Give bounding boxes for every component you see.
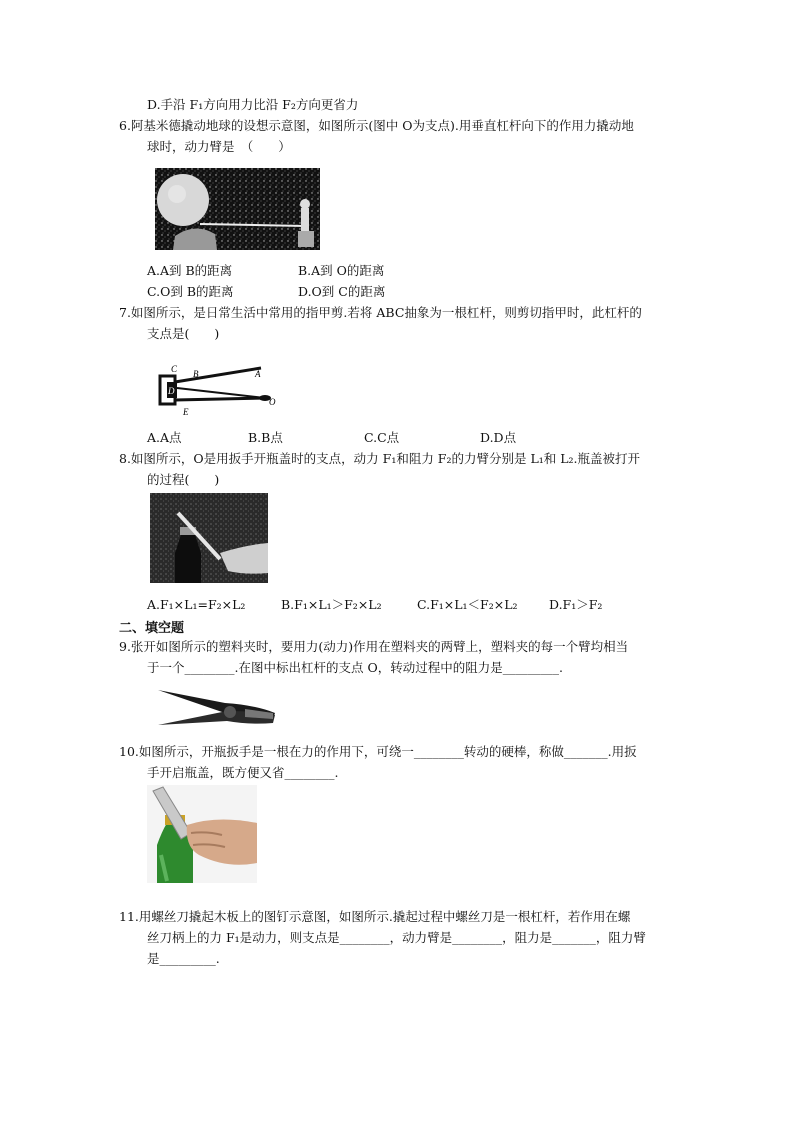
q8-stem-line1: 8.如图所示，O是用扳手开瓶盖时的支点，动力 F₁和阻力 F₂的力臂分别是 L₁和 L₂.瓶盖被打开 [119, 451, 641, 466]
q8-option-a: A.F₁×L₁=F₂×L₂ [147, 597, 246, 612]
q9-stem-line1: 9.张开如图所示的塑料夹时，要用力(动力)作用在塑料夹的两臂上，塑料夹的每一个臂均相当 [119, 639, 629, 654]
q7-option-a: A.A点 [147, 430, 182, 445]
q6-option-d: D.O到 C的距离 [298, 284, 386, 299]
q7-option-c: C.C点 [364, 430, 400, 445]
q5-option-d: D.手沿 F₁方向用力比沿 F₂方向更省力 [147, 97, 359, 112]
q7-label-e: E [183, 407, 189, 417]
q11-stem-line2: 丝刀柄上的力 F₁是动力，则支点是________，动力臂是________，阻力是_______，阻力臂 [147, 930, 646, 945]
q6-stem-line2: 球时，动力臂是 （ ） [147, 139, 291, 154]
q10-figure-opener-hand [147, 785, 257, 883]
q6-option-a: A.A到 B的距离 [147, 263, 233, 278]
q8-figure-bottle-opener [150, 493, 268, 583]
q6-option-b: B.A到 O的距离 [298, 263, 385, 278]
q10-stem-line2: 手开启瓶盖，既方便又省________. [147, 765, 339, 780]
q7-label-a: A [255, 369, 261, 379]
q7-label-o: O [269, 397, 276, 407]
q11-stem-line3: 是_________. [147, 951, 220, 966]
q7-figure-nail-clipper [155, 360, 285, 418]
q6-figure-archimedes [155, 168, 320, 250]
q7-stem-line2: 支点是( ) [147, 326, 220, 341]
q9-stem-line2: 于一个________.在图中标出杠杆的支点 O，转动过程中的阻力是_________. [147, 660, 563, 675]
q7-stem-line1: 7.如图所示，是日常生活中常用的指甲剪.若将 ABC抽象为一根杠杆，则剪切指甲时，此杠杆的 [119, 305, 642, 320]
q7-option-d: D.D点 [480, 430, 517, 445]
q7-label-c: C [171, 364, 178, 374]
q7-label-b: B [193, 369, 199, 379]
q8-stem-line2: 的过程( ) [147, 472, 220, 487]
q8-option-d: D.F₁＞F₂ [549, 597, 603, 612]
q7-option-b: B.B点 [248, 430, 283, 445]
q8-option-c: C.F₁×L₁＜F₂×L₂ [417, 597, 518, 612]
q10-stem-line1: 10.如图所示，开瓶扳手是一根在力的作用下，可绕一________转动的硬棒，称做_______.用扳 [119, 744, 637, 759]
q11-stem-line1: 11.用螺丝刀撬起木板上的图钉示意图，如图所示.撬起过程中螺丝刀是一根杠杆，若作用在螺 [119, 909, 631, 924]
section-title-fill-in: 二、填空题 [119, 621, 185, 636]
q6-option-c: C.O到 B的距离 [147, 284, 234, 299]
q7-label-d: D [168, 386, 175, 396]
q8-option-b: B.F₁×L₁＞F₂×L₂ [281, 597, 382, 612]
q9-figure-plastic-clip [155, 685, 280, 730]
q6-stem-line1: 6.阿基米德撬动地球的设想示意图，如图所示(图中 O为支点).用垂直杠杆向下的作用力撬动地 [119, 118, 634, 133]
